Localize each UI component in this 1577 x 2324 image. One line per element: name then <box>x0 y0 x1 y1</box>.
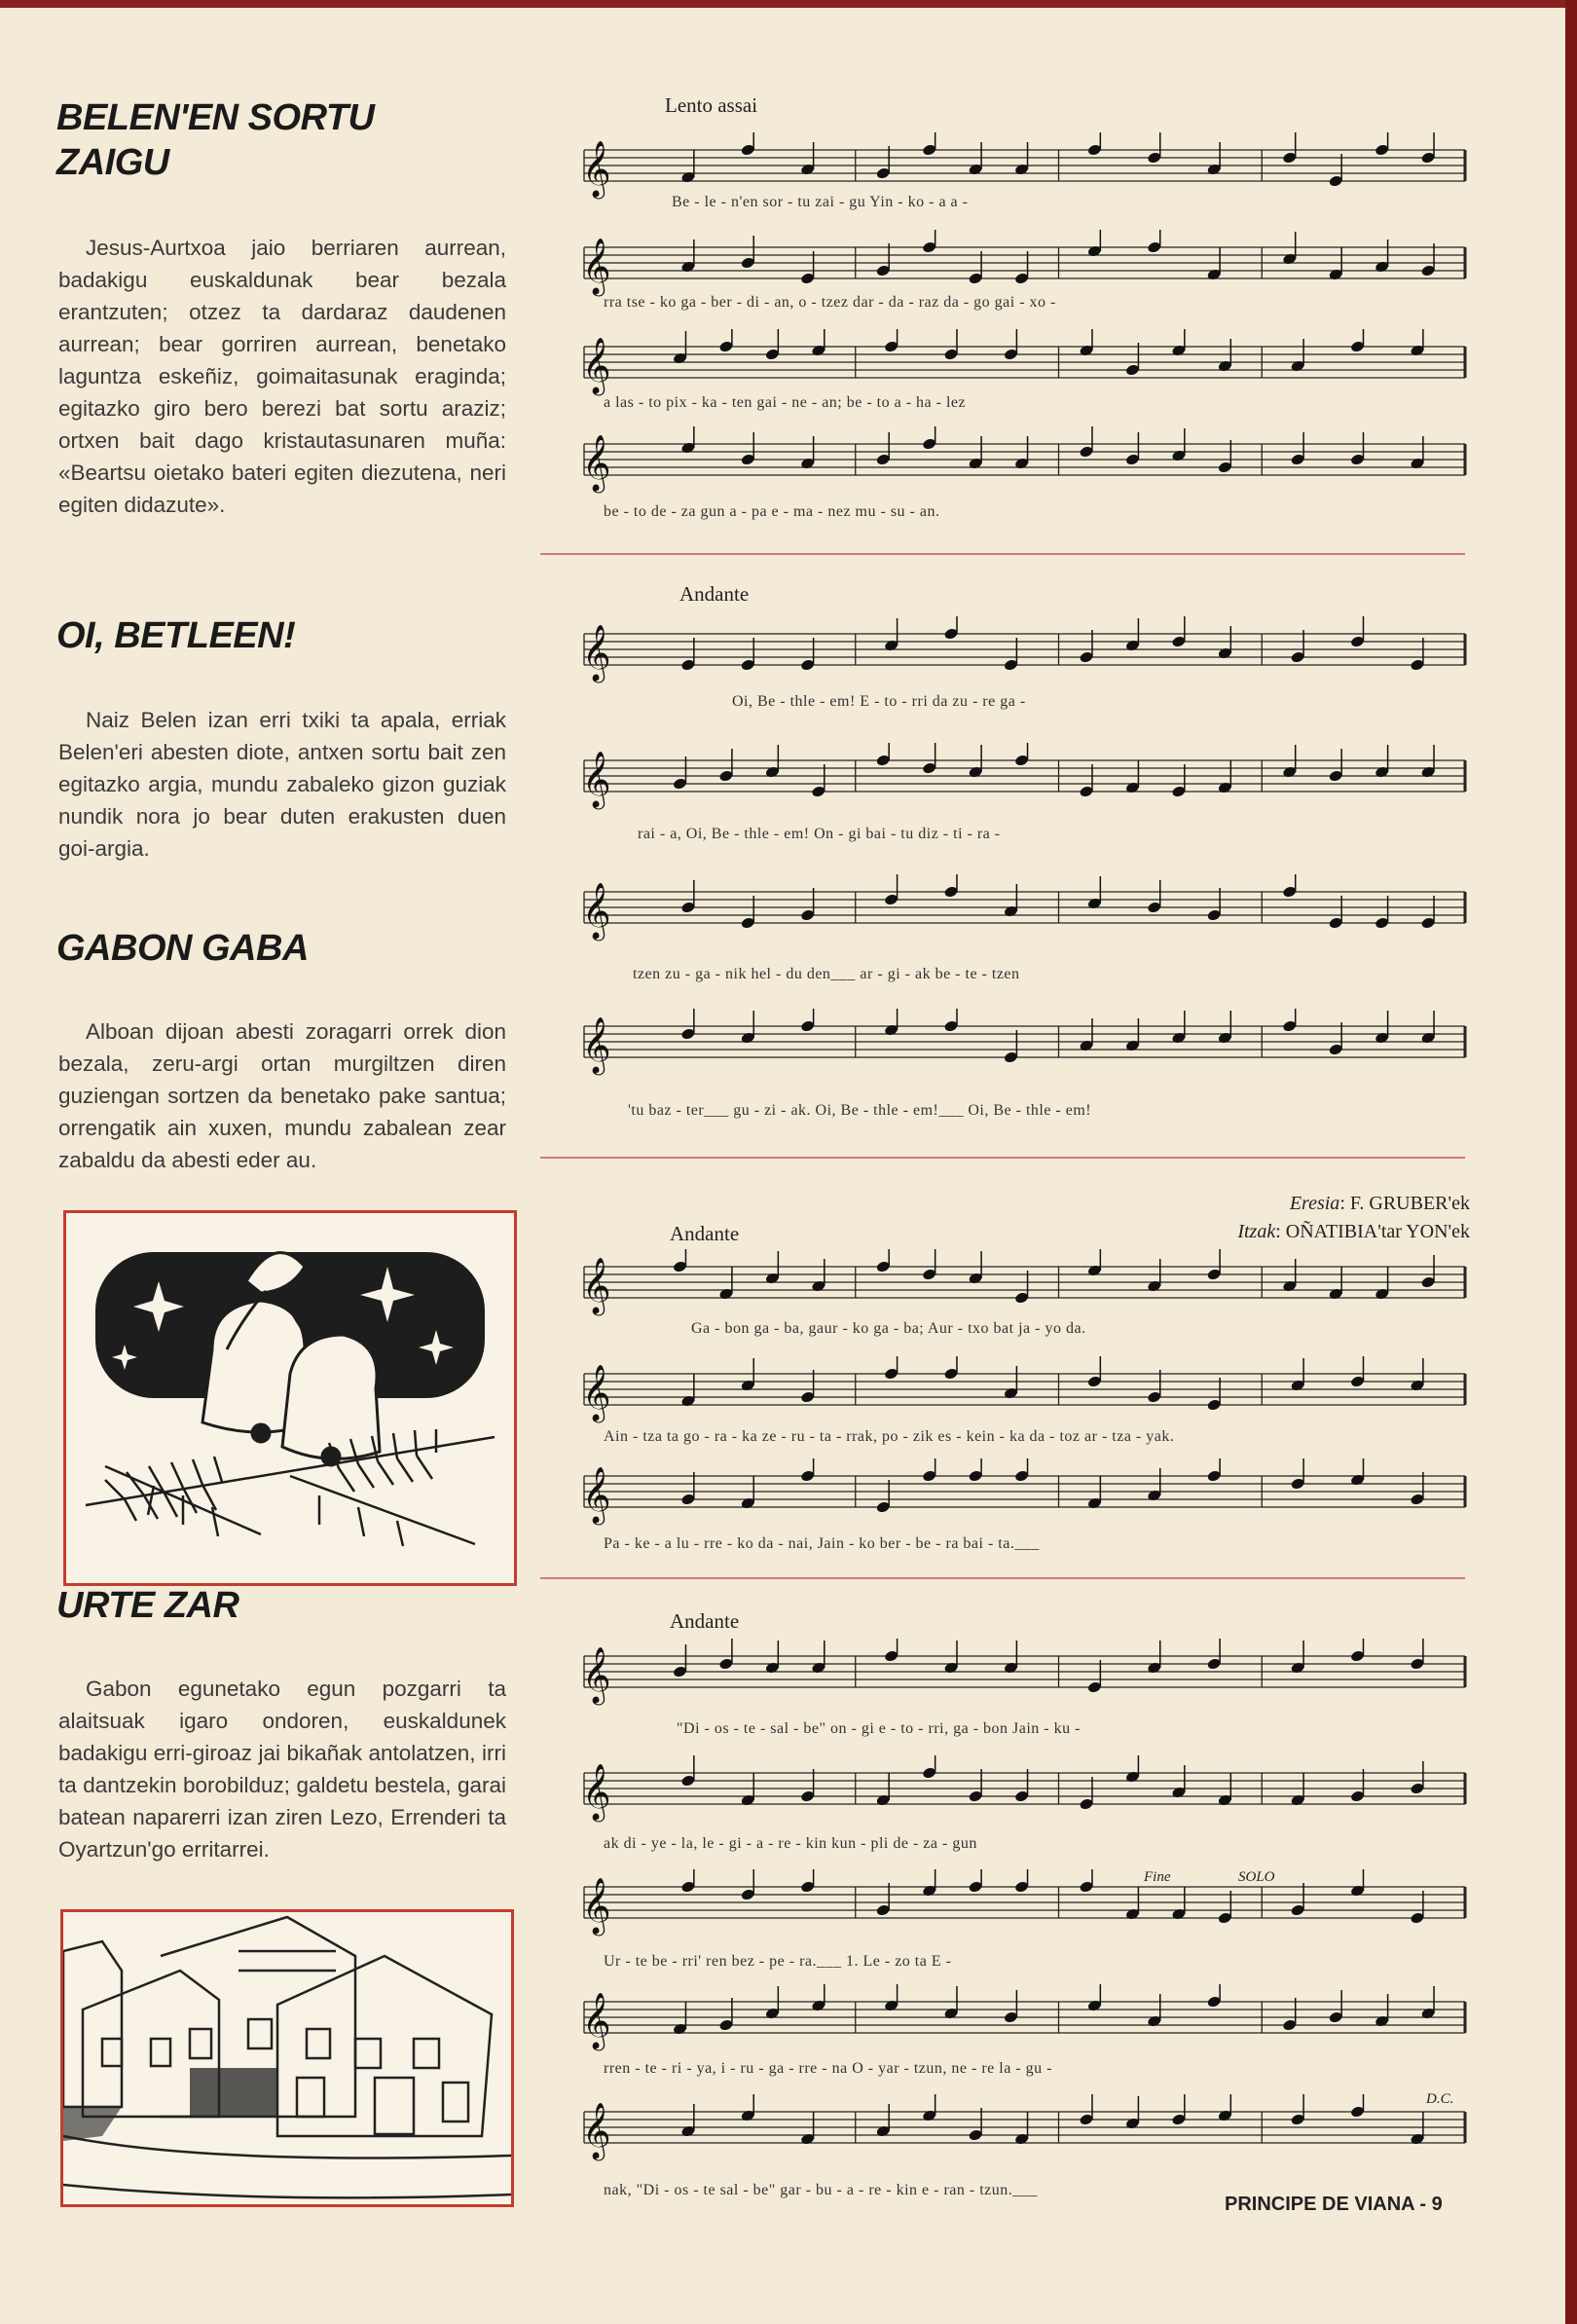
song4-staff-1 <box>545 1639 1470 1718</box>
treble-clef-icon: 𝄞 <box>582 434 611 491</box>
song2-staff-1 <box>545 616 1470 696</box>
song3-staff-1 <box>545 1249 1470 1329</box>
section-divider <box>540 1577 1465 1579</box>
bell-and-pine-illustration <box>63 1210 517 1586</box>
song4-staff-4 <box>545 1984 1470 2064</box>
music-staff <box>545 1869 1470 1949</box>
song2-staff-2 <box>545 743 1470 823</box>
song1-lyric-3: a las - to pix - ka - ten gai - ne - an; be - to a - ha - lez <box>604 394 967 411</box>
treble-clef-icon: 𝄞 <box>582 624 611 681</box>
section-title-gabon: GABON GABA <box>56 928 309 969</box>
music-staff <box>545 1639 1470 1718</box>
page-edge <box>1565 0 1577 2324</box>
song2-tempo: Andante <box>679 582 750 606</box>
song1-staff-4 <box>545 426 1470 506</box>
song3-lyric-2: Ain - tza ta go - ra - ka ze - ru - ta - rrak, po - zik es - kein - ka da - toz ar - tza - yak. <box>604 1428 1175 1445</box>
music-staff <box>545 616 1470 696</box>
treble-clef-icon: 𝄞 <box>582 1646 611 1703</box>
song4-lyric-2: ak di - ye - la, le - gi - a - re - kin kun - pli de - za - gun <box>604 1835 977 1852</box>
treble-clef-icon: 𝄞 <box>582 882 611 939</box>
song3-credits <box>1158 1190 1470 1246</box>
song4-tempo: Andante <box>670 1609 740 1633</box>
magazine-page <box>0 8 1565 2324</box>
song1-lyric-1: Be - le - n'en sor - tu zai - gu Yin - ko - a a - <box>672 194 969 210</box>
song4-lyric-4: rren - te - ri - ya, i - ru - ga - rre - na O - yar - tzun, ne - re la - gu - <box>604 2060 1052 2077</box>
section-title-betleen: OI, BETLEEN! <box>56 615 296 656</box>
treble-clef-icon: 𝄞 <box>582 140 611 197</box>
music-staff <box>545 2094 1470 2174</box>
section-title-urte: URTE ZAR <box>56 1585 239 1626</box>
fine-marking: Fine <box>1144 1869 1171 1885</box>
treble-clef-icon: 𝄞 <box>582 2102 611 2158</box>
section-text-urte: Gabon egunetako egun pozgarri ta alaitsuak igaro ondoren, euskaldunek badakigu erri-giroaz jai bikañak antolatzen, irri ta dantzekin borobilduz; galdetu bestela, garai batean naparerri izan ziren Lezo, Errenderi ta Oyartzun'go erritarrei. <box>58 1677 506 1862</box>
treble-clef-icon: 𝄞 <box>582 238 611 294</box>
song1-lyric-2: rra tse - ko ga - ber - di - an, o - tzez dar - da - raz da - go gai - xo - <box>604 294 1056 311</box>
song4-staff-5 <box>545 2094 1470 2174</box>
solo-marking: SOLO <box>1238 1869 1275 1885</box>
village-illustration-svg <box>63 1912 511 2204</box>
treble-clef-icon: 𝄞 <box>582 1466 611 1523</box>
music-staff <box>545 1984 1470 2064</box>
credit-itzak: Itzak: OÑATIBIA'tar YON'ek <box>1237 1221 1470 1242</box>
treble-clef-icon: 𝄞 <box>582 1364 611 1420</box>
song4-staff-2 <box>545 1755 1470 1835</box>
music-staff <box>545 874 1470 954</box>
song2-lyric-3: tzen zu - ga - nik hel - du den___ ar - gi - ak be - te - tzen <box>633 966 1020 982</box>
song3-staff-3 <box>545 1458 1470 1538</box>
music-staff <box>545 1755 1470 1835</box>
song3-tempo: Andante <box>670 1222 740 1245</box>
page-footer: PRINCIPE DE VIANA - 9 <box>1225 2194 1443 2215</box>
song4-lyric-5: nak, "Di - os - te sal - be" gar - bu - a - re - kin e - ran - tzun.___ <box>604 2182 1038 2198</box>
music-staff <box>545 743 1470 823</box>
music-staff <box>545 1249 1470 1329</box>
music-staff <box>545 426 1470 506</box>
treble-clef-icon: 𝄞 <box>582 751 611 807</box>
song1-tempo: Lento assai <box>665 93 758 117</box>
section-divider <box>540 553 1465 555</box>
song1-lyric-4: be - to de - za gun a - pa e - ma - nez mu - su - an. <box>604 503 940 520</box>
song2-staff-4 <box>545 1009 1470 1088</box>
treble-clef-icon: 𝄞 <box>582 1992 611 2048</box>
song4-staff-3 <box>545 1869 1470 1949</box>
credit-eresia: Eresia: F. GRUBER'ek <box>1289 1193 1470 1214</box>
village-houses-illustration <box>60 1909 514 2207</box>
section-text-belen: Jesus-Aurtxoa jaio berriaren aurrean, badakigu euskaldunak bear bezala erantzuten; otzez ta dardaraz daudenen aurrean; bear gorriren aurrean, benetako laguntza eskeñiz, goimaitasunak eraginda; egitazko giro bero berezi bat sortu araziz; ortxen bait dago kristautasunaren muña: «Beartsu oietako bateri egiten diezutena, neri egiten didazute». <box>58 236 506 517</box>
section-title-belen: BELEN'EN SORTU ZAIGU <box>56 97 375 183</box>
section-text-betleen: Naiz Belen izan erri txiki ta apala, erriak Belen'eri abesten diote, antxen sortu bait zen egitazko argia, mundu zabaleko gizon guziak nundik nora jo bear duten erakusten duen goi-argia. <box>58 708 506 861</box>
treble-clef-icon: 𝄞 <box>582 1257 611 1313</box>
treble-clef-icon: 𝄞 <box>582 1016 611 1073</box>
treble-clef-icon: 𝄞 <box>582 1763 611 1820</box>
section-text-gabon: Alboan dijoan abesti zoragarri orrek dion bezala, zeru-argi ortan murgiltzen diren guziengan sortzen da benetako pake santua; orrengatik ain xuxen, mundu zabalean zear zabaldu da abesti eder au. <box>58 1019 506 1172</box>
section-divider <box>540 1157 1465 1159</box>
dc-marking: D.C. <box>1426 2091 1454 2107</box>
song4-lyric-1: "Di - os - te - sal - be" on - gi e - to - rri, ga - bon Jain - ku - <box>677 1720 1081 1737</box>
song2-staff-3 <box>545 874 1470 954</box>
music-staff <box>545 1458 1470 1538</box>
song3-staff-2 <box>545 1356 1470 1436</box>
song2-lyric-1: Oi, Be - thle - em! E - to - rri da zu - re ga - <box>732 693 1026 710</box>
song3-lyric-3: Pa - ke - a lu - rre - ko da - nai, Jain - ko ber - be - ra bai - ta.___ <box>604 1535 1040 1552</box>
music-staff <box>545 1009 1470 1088</box>
song2-lyric-2: rai - a, Oi, Be - thle - em! On - gi bai - tu diz - ti - ra - <box>638 826 1001 842</box>
song3-lyric-1: Ga - bon ga - ba, gaur - ko ga - ba; Aur - txo bat ja - yo da. <box>691 1320 1086 1337</box>
song4-lyric-3: Ur - te be - rri' ren bez - pe - ra.___ 1. Le - zo ta E - <box>604 1953 952 1970</box>
music-staff <box>545 1356 1470 1436</box>
treble-clef-icon: 𝄞 <box>582 1877 611 1934</box>
treble-clef-icon: 𝄞 <box>582 337 611 393</box>
bell-illustration-svg <box>66 1213 514 1583</box>
song2-lyric-4: 'tu baz - ter___ gu - zi - ak. Oi, Be - thle - em!___ Oi, Be - thle - em! <box>628 1102 1092 1119</box>
